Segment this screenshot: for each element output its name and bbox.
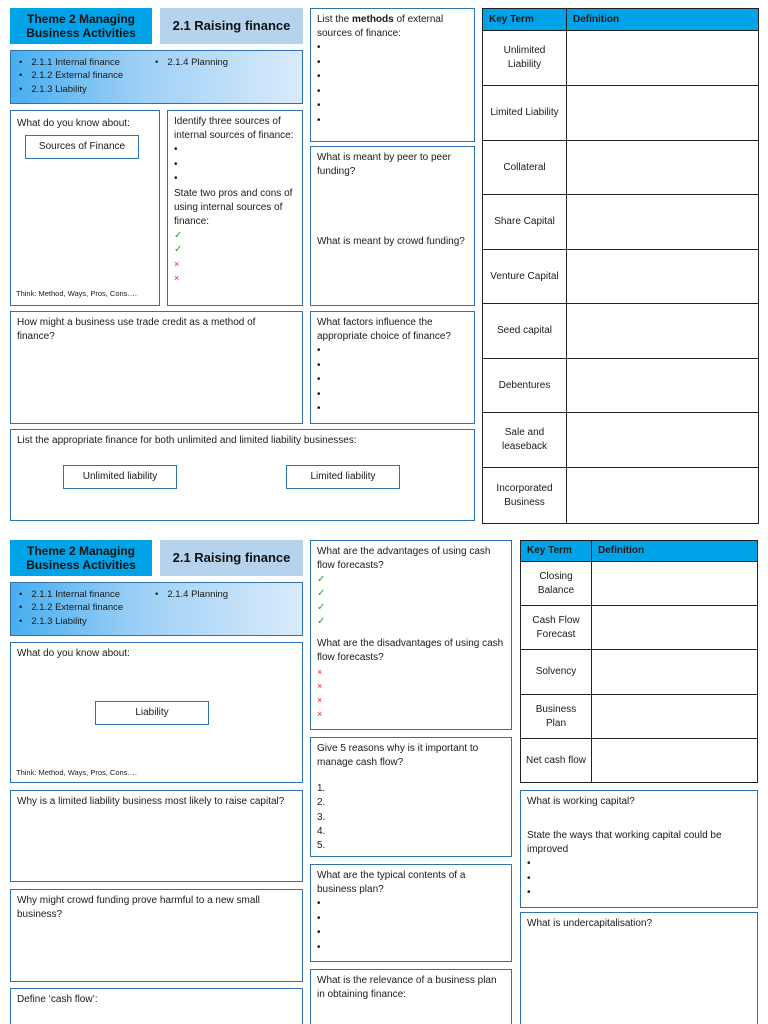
bullet-line[interactable] bbox=[317, 70, 468, 85]
working-capital-bullets bbox=[527, 857, 751, 901]
subtitle: 2.1 Raising finance bbox=[160, 8, 303, 44]
table-row bbox=[483, 413, 759, 468]
cross-icon: × bbox=[317, 695, 323, 705]
table-row bbox=[521, 562, 758, 606]
pros-cons-marks bbox=[174, 229, 296, 285]
bullet-line[interactable] bbox=[317, 926, 505, 941]
cash-flow-reasons-box[interactable] bbox=[310, 737, 512, 857]
bullet-line[interactable] bbox=[317, 344, 468, 359]
reasons-list bbox=[317, 782, 505, 853]
peer-to-peer-question: What is meant by peer to peer funding? bbox=[317, 152, 451, 177]
definition-cell[interactable] bbox=[567, 195, 759, 250]
key-term-cell: Solvency bbox=[521, 650, 592, 695]
working-capital-ways-question: State the ways that working capital could be improved bbox=[527, 830, 722, 855]
bullet-line[interactable] bbox=[527, 886, 751, 901]
check-icon: ✓ bbox=[317, 574, 326, 585]
key-term-cell: Limited Liability bbox=[483, 86, 567, 141]
bullet-line[interactable] bbox=[317, 41, 468, 56]
topic-item: • 2.1.1 Internal finance bbox=[17, 588, 296, 601]
key-terms-table bbox=[482, 8, 759, 524]
topic-item: • 2.1.4 Planning bbox=[153, 588, 228, 601]
bullet-line[interactable] bbox=[527, 872, 751, 887]
internal-finance-box[interactable] bbox=[167, 110, 303, 306]
crowd-funding-question: What is meant by crowd funding? bbox=[317, 236, 465, 247]
definition-cell[interactable] bbox=[592, 606, 758, 650]
business-plan-relevance-box[interactable] bbox=[310, 969, 512, 1024]
definition-cell[interactable] bbox=[567, 141, 759, 195]
unlimited-liability-label: Unlimited liability bbox=[63, 465, 177, 489]
table-row bbox=[483, 359, 759, 413]
disadvantages-question: What are the disadvantages of using cash flow forecasts? bbox=[317, 638, 504, 663]
bullet-line[interactable] bbox=[317, 359, 468, 374]
cross-icon: × bbox=[317, 681, 323, 691]
liability-finance-box[interactable] bbox=[10, 429, 475, 521]
check-icon: ✓ bbox=[174, 229, 183, 241]
relevance-question: What is the relevance of a business plan in obtaining finance: bbox=[317, 975, 497, 1000]
crowd-harm-box[interactable] bbox=[10, 889, 303, 982]
internal-sources-bullets bbox=[174, 143, 296, 187]
theme-title-text: Theme 2 Managing Business Activities bbox=[26, 12, 136, 40]
definition-header: Definition bbox=[592, 541, 758, 562]
numbered-line[interactable]: 2. bbox=[317, 797, 326, 809]
factors-bullets bbox=[317, 344, 468, 417]
key-term-cell: Venture Capital bbox=[483, 250, 567, 304]
table-row bbox=[483, 86, 759, 141]
key-terms-table bbox=[520, 540, 758, 783]
topic-item: • 2.1.4 Planning bbox=[153, 56, 228, 69]
definition-cell[interactable] bbox=[567, 250, 759, 304]
undercapitalisation-box[interactable] bbox=[520, 912, 758, 1024]
numbered-line[interactable]: 4. bbox=[317, 825, 326, 837]
table-row bbox=[521, 650, 758, 695]
crowd-harm-question: Why might crowd funding prove harmful to a new small business? bbox=[17, 895, 260, 920]
definition-header: Definition bbox=[567, 9, 759, 31]
definition-cell[interactable] bbox=[567, 413, 759, 468]
cash-flow-reasons-question: Give 5 reasons why is it important to manage cash flow? bbox=[317, 743, 479, 768]
bullet-line[interactable] bbox=[317, 373, 468, 388]
business-plan-question: What are the typical contents of a business plan? bbox=[317, 870, 466, 895]
liability-label: Liability bbox=[95, 701, 209, 725]
working-capital-box[interactable] bbox=[520, 790, 758, 908]
definition-cell[interactable] bbox=[592, 695, 758, 739]
external-methods-bullets bbox=[317, 41, 468, 128]
table-row bbox=[521, 695, 758, 739]
cash-flow-forecast-box[interactable] bbox=[310, 540, 512, 730]
theme-title-text: Theme 2 Managing Business Activities bbox=[26, 544, 136, 572]
topic-item: • 2.1.3 Liability bbox=[17, 83, 296, 96]
bullet-line[interactable] bbox=[317, 56, 468, 71]
bullet-line[interactable] bbox=[317, 941, 505, 956]
key-term-cell: Closing Balance bbox=[521, 562, 592, 606]
topics-panel bbox=[10, 50, 303, 104]
check-icon: ✓ bbox=[317, 588, 326, 599]
question-text: of external sources of finance: bbox=[317, 14, 444, 39]
external-methods-box[interactable] bbox=[310, 8, 475, 142]
topic-item: • 2.1.1 Internal finance bbox=[17, 56, 296, 69]
limited-liability-label: Limited liability bbox=[286, 465, 400, 489]
pros-cons-question: State two pros and cons of using internal sources of finance: bbox=[174, 187, 293, 227]
topics-panel bbox=[10, 582, 303, 636]
external-methods-question bbox=[317, 13, 468, 41]
know-about-question: What do you know about: bbox=[17, 118, 130, 129]
subtitle: 2.1 Raising finance bbox=[160, 540, 303, 576]
know-about-question: What do you know about: bbox=[17, 648, 130, 659]
cross-icon: × bbox=[317, 667, 323, 677]
check-icon: ✓ bbox=[317, 616, 326, 627]
bullet-line[interactable] bbox=[527, 857, 751, 872]
topic-item: • 2.1.3 Liability bbox=[17, 615, 296, 628]
bullet-line[interactable] bbox=[317, 99, 468, 114]
bullet-line[interactable] bbox=[317, 402, 468, 417]
table-row bbox=[483, 195, 759, 250]
trade-credit-box[interactable] bbox=[10, 311, 303, 424]
check-icon: ✓ bbox=[317, 602, 326, 613]
definition-cell[interactable] bbox=[567, 468, 759, 524]
liability-finance-question: List the appropriate finance for both unlimited and limited liability businesses: bbox=[17, 435, 357, 446]
peer-crowd-box[interactable] bbox=[310, 146, 475, 306]
check-icon: ✓ bbox=[174, 243, 183, 255]
numbered-line[interactable]: 3. bbox=[317, 811, 326, 823]
definition-cell[interactable] bbox=[567, 359, 759, 413]
factors-question: What factors influence the appropriate choice of finance? bbox=[317, 317, 451, 342]
bullet-line[interactable] bbox=[174, 172, 296, 187]
bullet-line[interactable] bbox=[317, 388, 468, 403]
internal-sources-question: Identify three sources of internal sources of finance: bbox=[174, 116, 294, 141]
key-term-cell: Sale and leaseback bbox=[483, 413, 567, 468]
advantages-question: What are the advantages of using cash flow forecasts? bbox=[317, 546, 491, 571]
topic-item: • 2.1.2 External finance bbox=[17, 601, 296, 614]
table-row bbox=[521, 606, 758, 650]
think-hint: Think: Method, Ways, Pros, Cons…. bbox=[16, 288, 138, 298]
cross-icon: × bbox=[317, 709, 323, 719]
sources-of-finance-label: Sources of Finance bbox=[25, 135, 139, 159]
definition-cell[interactable] bbox=[567, 304, 759, 359]
definition-cell[interactable] bbox=[567, 31, 759, 86]
question-emphasis: methods bbox=[352, 14, 394, 25]
limited-capital-question: Why is a limited liability business most likely to raise capital? bbox=[17, 796, 285, 807]
cross-icon: × bbox=[174, 272, 180, 283]
bullet-line[interactable] bbox=[174, 143, 296, 158]
cash-flow-definition-box[interactable] bbox=[10, 988, 303, 1024]
limited-capital-box[interactable] bbox=[10, 790, 303, 882]
business-plan-box[interactable] bbox=[310, 864, 512, 962]
key-term-cell: Incorporated Business bbox=[483, 468, 567, 524]
cross-icon: × bbox=[174, 258, 180, 269]
definition-cell[interactable] bbox=[592, 562, 758, 606]
key-term-cell: Share Capital bbox=[483, 195, 567, 250]
key-term-cell: Net cash flow bbox=[521, 739, 592, 783]
disadvantages-marks bbox=[317, 665, 505, 721]
bullet-line[interactable] bbox=[174, 158, 296, 173]
cash-flow-definition-question: Define ‘cash flow’: bbox=[17, 994, 98, 1005]
bullet-line[interactable] bbox=[317, 897, 505, 912]
undercapitalisation-question: What is undercapitalisation? bbox=[527, 918, 653, 929]
factors-box[interactable] bbox=[310, 311, 475, 424]
key-term-cell: Seed capital bbox=[483, 304, 567, 359]
key-term-cell: Cash Flow Forecast bbox=[521, 606, 592, 650]
key-term-header: Key Term bbox=[483, 9, 567, 31]
theme-title bbox=[10, 8, 152, 44]
key-term-cell: Unlimited Liability bbox=[483, 31, 567, 86]
trade-credit-question: How might a business use trade credit as a method of finance? bbox=[17, 317, 256, 342]
bullet-line[interactable] bbox=[317, 85, 468, 100]
table-row bbox=[483, 468, 759, 524]
theme-title bbox=[10, 540, 152, 576]
topic-item: • 2.1.2 External finance bbox=[17, 69, 296, 82]
bullet-line[interactable] bbox=[317, 912, 505, 927]
know-about-box[interactable] bbox=[10, 110, 160, 306]
key-term-header: Key Term bbox=[521, 541, 592, 562]
definition-cell[interactable] bbox=[567, 86, 759, 141]
numbered-line[interactable]: 5. bbox=[317, 840, 326, 852]
definition-cell[interactable] bbox=[592, 650, 758, 695]
key-term-cell: Debentures bbox=[483, 359, 567, 413]
key-term-cell: Business Plan bbox=[521, 695, 592, 739]
table-row bbox=[483, 304, 759, 359]
definition-cell[interactable] bbox=[592, 739, 758, 783]
table-row bbox=[483, 141, 759, 195]
business-plan-bullets bbox=[317, 897, 505, 955]
think-hint: Think: Method, Ways, Pros, Cons…. bbox=[16, 767, 138, 777]
know-about-box[interactable] bbox=[10, 642, 303, 783]
table-row bbox=[521, 739, 758, 783]
working-capital-question: What is working capital? bbox=[527, 796, 635, 807]
bullet-line[interactable] bbox=[317, 114, 468, 129]
key-term-cell: Collateral bbox=[483, 141, 567, 195]
table-row bbox=[483, 250, 759, 304]
table-row bbox=[483, 31, 759, 86]
advantages-marks bbox=[317, 573, 505, 629]
question-text: List the bbox=[317, 14, 353, 25]
numbered-line[interactable]: 1. bbox=[317, 783, 326, 794]
